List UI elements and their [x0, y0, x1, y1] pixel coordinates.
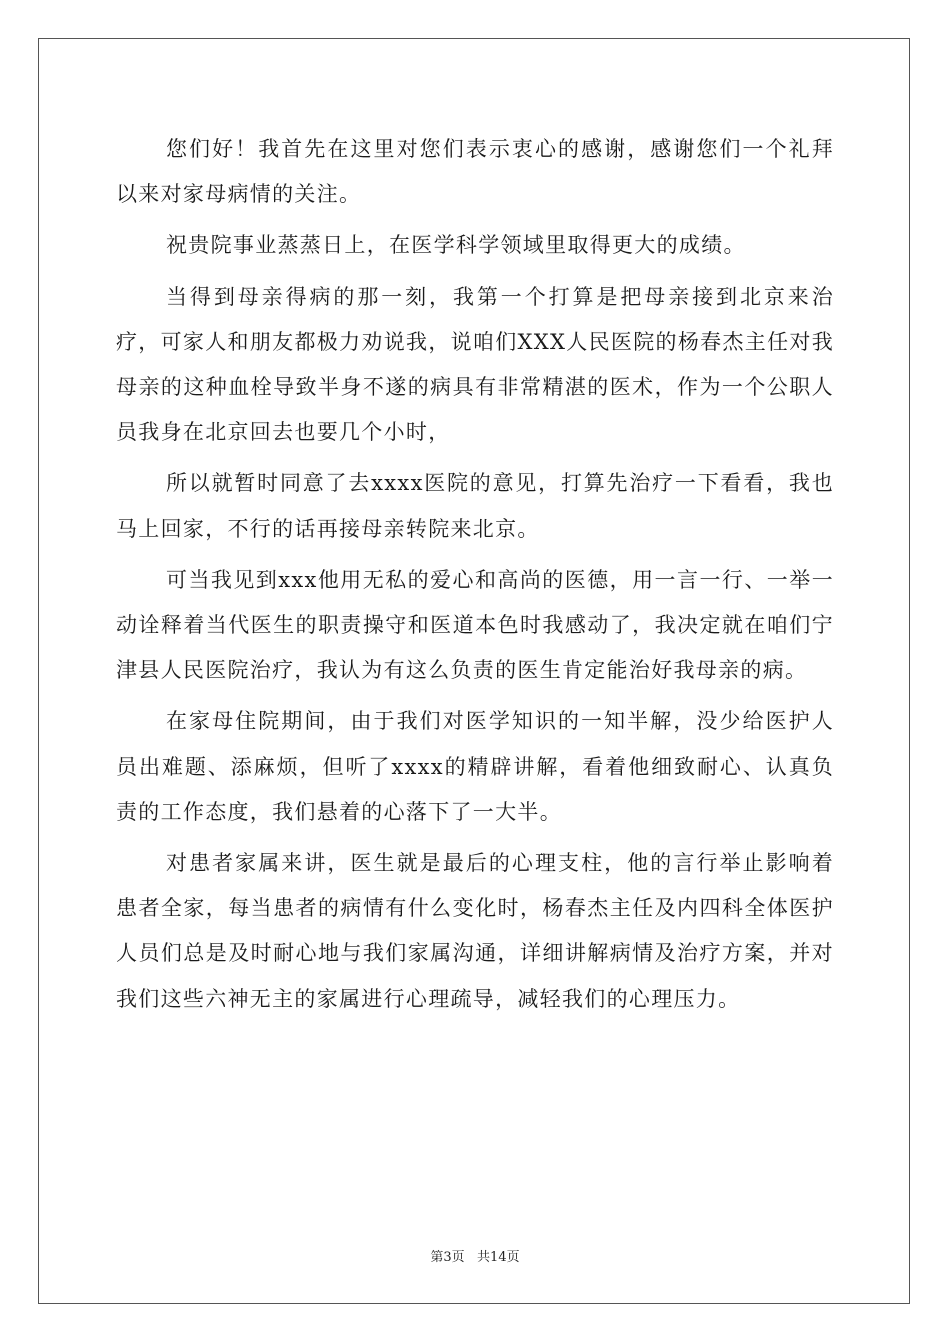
- document-body: [116, 127, 834, 1028]
- page-footer: [0, 1246, 950, 1265]
- paragraph-psychological-support: 对患者家属来讲，医生就是最后的心理支柱，他的言行举止影响着患者全家，每当患者的病情有什么变化时，杨春杰主任及内四科全体医护人员们总是及时耐心地与我们家属沟通，详细讲解病情及治疗方案，并对我们这些六神无主的家属进行心理疏导，减轻我们的心理压力。: [116, 851, 834, 1011]
- page-number: 第3页 共14页: [430, 1250, 520, 1265]
- paragraph-mother-illness: 当得到母亲得病的那一刻，我第一个打算是把母亲接到北京来治疗，可家人和朋友都极力劝说我，说咱们XXX人民医院的杨春杰主任对我母亲的这种血栓导致半身不遂的病具有非常精湛的医术，作为一个公职人员我身在北京回去也要几个小时，: [116, 284, 834, 445]
- paragraph-hospital-choice: 所以就暂时同意了去xxxx医院的意见，打算先治疗一下看看，我也马上回家，不行的话再接母亲转院来北京。: [116, 471, 834, 541]
- paragraph-wishes: 祝贵院事业蒸蒸日上，在医学科学领域里取得更大的成绩。: [166, 233, 746, 258]
- paragraph-hospitalization: 在家母住院期间，由于我们对医学知识的一知半解，没少给医护人员出难题、添麻烦，但听了xxxx的精辟讲解，看着他细致耐心、认真负责的工作态度，我们悬着的心落下了一大半。: [116, 709, 834, 824]
- paragraph-greeting: 您们好！我首先在这里对您们表示衷心的感谢，感谢您们一个礼拜以来对家母病情的关注。: [116, 137, 834, 207]
- paragraph-moved: 可当我见到xxx他用无私的爱心和高尚的医德，用一言一行、一举一动诠释着当代医生的职责操守和医道本色时我感动了，我决定就在咱们宁津县人民医院治疗，我认为有这么负责的医生肯定能治好我母亲的病。: [116, 567, 834, 683]
